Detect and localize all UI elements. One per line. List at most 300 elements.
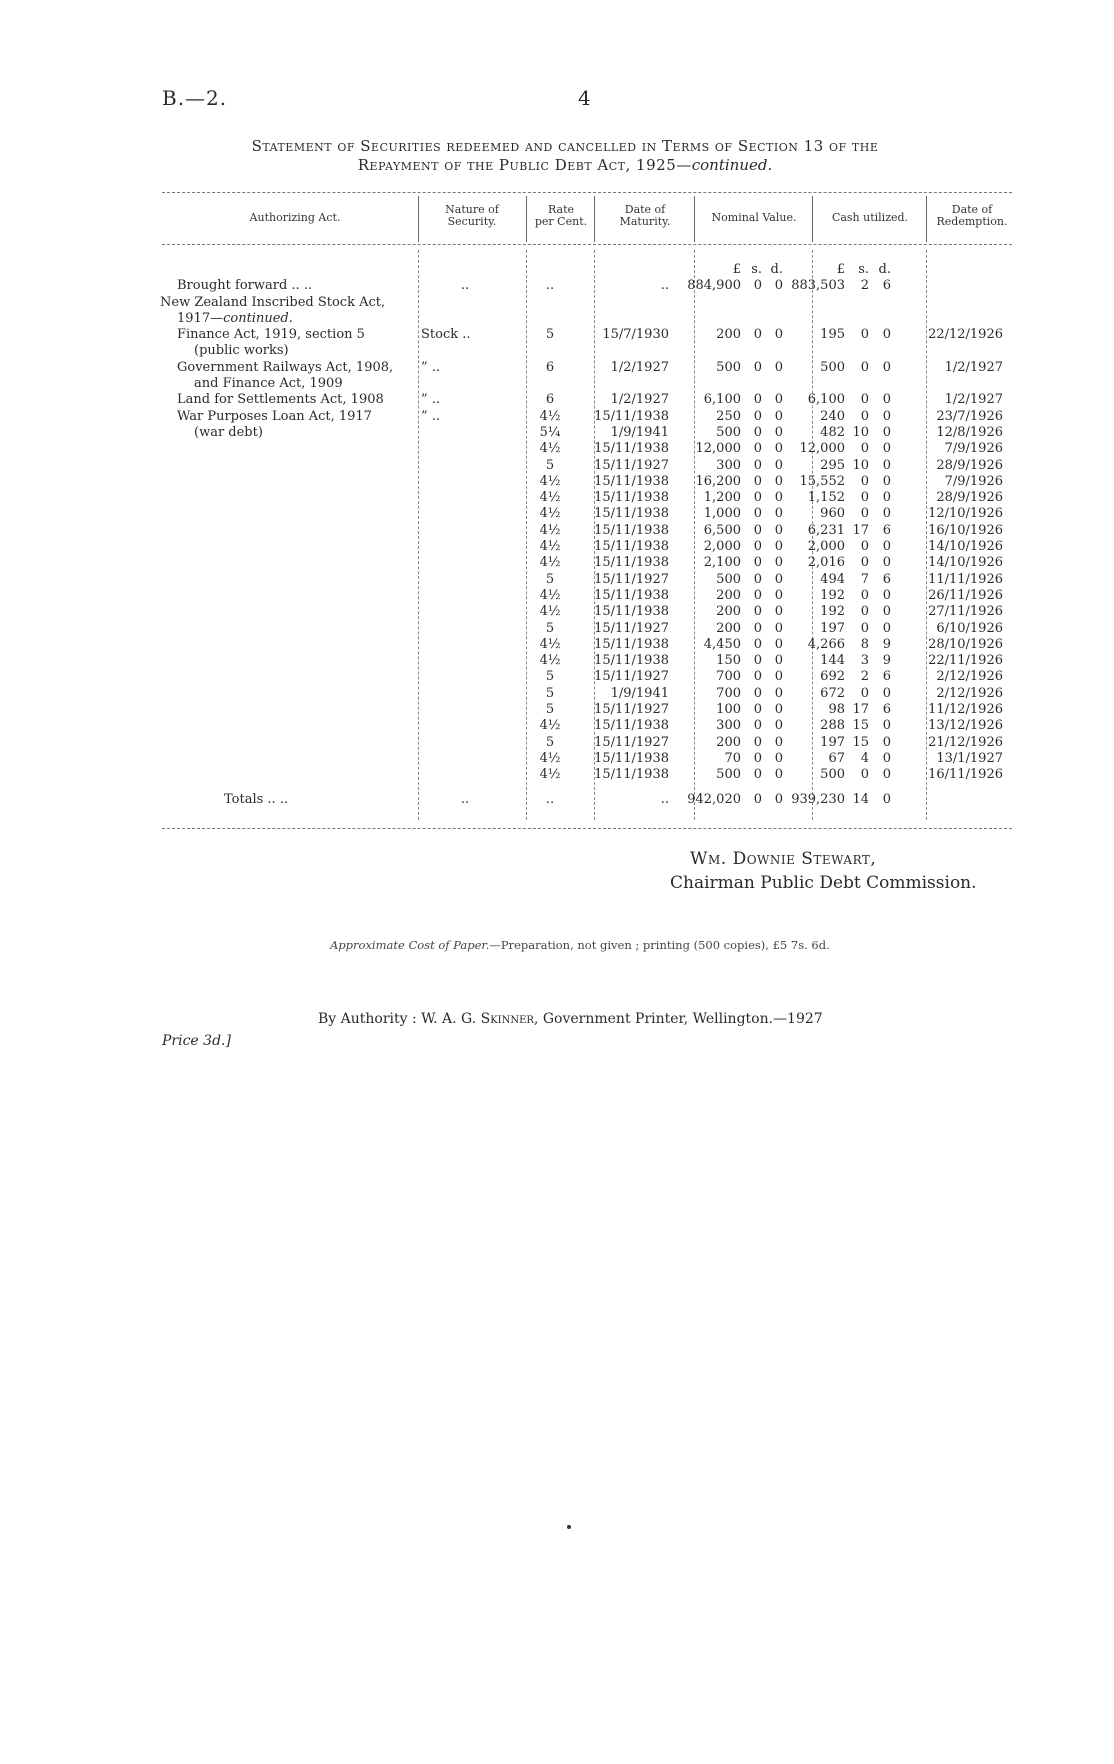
nominal-pence-cell: 0	[774, 604, 783, 620]
nominal-shillings-cell	[741, 343, 762, 359]
authorizing-act-cell	[160, 735, 415, 751]
nature-cell	[415, 621, 515, 637]
redemption-date-cell: 6/10/1926	[936, 620, 1003, 636]
nature-cell	[415, 669, 515, 685]
authorizing-act-cell	[160, 409, 415, 425]
totals-label	[160, 792, 415, 808]
table-row	[160, 735, 1015, 751]
nominal-pence-cell	[762, 343, 783, 359]
redemption-date-cell: 13/1/1927	[936, 750, 1003, 766]
rate-cell: 6	[545, 392, 555, 408]
authorizing-act-cell	[160, 343, 415, 359]
cash-shillings-cell: 0	[860, 539, 869, 555]
redemption-date-cell: 2/12/1926	[936, 669, 1003, 685]
nominal-pence-cell: 0	[774, 587, 783, 603]
authorizing-act-cell	[160, 637, 415, 653]
rate-cell: 5	[545, 327, 555, 343]
act-war-purposes-1: War Purposes Loan Act, 1917	[177, 408, 372, 424]
redemption-date-cell: 14/10/1926	[928, 539, 1003, 555]
cash-shillings-cell: 0	[860, 555, 869, 571]
nominal-shillings-cell: 0	[753, 653, 762, 669]
redemption-date-cell: 16/10/1926	[928, 522, 1003, 538]
nominal-pounds-cell: 200	[716, 620, 741, 636]
nominal-pence-cell: 0	[774, 750, 783, 766]
nominal-pounds-cell: 500	[716, 424, 741, 440]
cash-pence-cell: 6	[882, 669, 891, 685]
cash-pence-cell: 0	[882, 473, 891, 489]
cash-pence-cell: 0	[882, 734, 891, 750]
cash-shillings-cell: 17	[852, 702, 869, 718]
nominal-pounds-cell: 500	[716, 767, 741, 783]
table-row	[160, 653, 1015, 669]
nominal-shillings-cell: 0	[753, 473, 762, 489]
nominal-shillings-cell: 0	[753, 327, 762, 343]
totals-nature: ..	[460, 792, 470, 807]
redemption-date-cell: 26/11/1926	[928, 587, 1003, 603]
nominal-pence-cell: 0	[774, 522, 783, 538]
redemption-date-cell: 7/9/1926	[944, 441, 1003, 457]
cash-shillings-cell: 15	[852, 734, 869, 750]
maturity-cell: 15/11/1927	[594, 669, 669, 685]
nominal-shillings-cell: 0	[753, 718, 762, 734]
act-war-purposes-2: (war debt)	[194, 424, 263, 440]
nominal-pounds-cell: 250	[716, 408, 741, 424]
table-body	[160, 262, 1015, 784]
nominal-pounds-cell: 16,200	[695, 473, 741, 489]
cash-shillings-cell	[845, 376, 869, 392]
nominal-pounds-cell: 150	[716, 653, 741, 669]
nominal-pounds-cell: 6,500	[703, 522, 741, 538]
nominal-shillings-cell: 0	[753, 734, 762, 750]
nominal-pound-unit: £	[732, 262, 741, 277]
col-sep	[694, 196, 695, 242]
cash-pence-unit: d.	[878, 262, 891, 277]
cash-shillings-cell: 10	[852, 424, 869, 440]
cash-shilling-unit: s.	[858, 262, 869, 277]
col-head-nature-2: Security.	[447, 215, 497, 228]
nominal-pence-cell: 0	[774, 473, 783, 489]
maturity-cell: 15/11/1927	[594, 457, 669, 473]
cash-pence-cell: 0	[882, 441, 891, 457]
nominal-shillings-cell: 0	[753, 392, 762, 408]
maturity-cell: 15/11/1938	[594, 750, 669, 766]
page-number: 4	[578, 86, 591, 110]
cost-text: —Preparation, not given ; printing (500 copies), £5 7s. 6d.	[489, 938, 830, 952]
table-row	[160, 490, 1015, 506]
cash-shillings-cell: 0	[860, 327, 869, 343]
nature-cell	[415, 490, 515, 506]
col-head-redemption-1: Date of	[951, 203, 993, 216]
cash-pounds-cell: 494	[820, 571, 845, 587]
cash-pence-cell: 0	[882, 604, 891, 620]
cash-shillings-cell: 8	[860, 636, 869, 652]
cash-shillings-cell: 0	[860, 767, 869, 783]
cash-pounds-cell: 482	[820, 424, 845, 440]
price: Price 3d.]	[162, 1033, 231, 1049]
nominal-shillings-cell: 0	[753, 669, 762, 685]
nominal-pounds-cell: 500	[716, 571, 741, 587]
nominal-pounds-cell: 300	[716, 718, 741, 734]
table-row	[160, 718, 1015, 734]
nominal-shillings-cell: 0	[753, 522, 762, 538]
bf-rate: ..	[545, 278, 555, 294]
cash-pounds-cell: 67	[828, 750, 845, 766]
cash-pounds-cell: 197	[820, 734, 845, 750]
cash-pence-cell: 0	[882, 506, 891, 522]
rate-cell: 4½	[539, 718, 561, 734]
rate-cell: 4½	[539, 506, 561, 522]
nominal-shillings-cell: 0	[753, 539, 762, 555]
nominal-shillings-cell: 0	[753, 571, 762, 587]
cash-shillings-cell: 0	[860, 685, 869, 701]
maturity-cell	[585, 343, 683, 359]
rate-cell: 6	[545, 359, 555, 375]
maturity-cell: 15/11/1938	[594, 636, 669, 652]
nature-cell	[415, 523, 515, 539]
col-sep	[594, 196, 595, 242]
maturity-cell: 1/2/1927	[610, 392, 669, 408]
authorizing-act-cell	[160, 474, 415, 490]
cash-shillings-cell: 0	[860, 408, 869, 424]
col-head-rate-2: per Cent.	[534, 215, 588, 228]
cash-shillings-cell: 0	[860, 392, 869, 408]
nature-cell: Stock ..	[421, 327, 471, 343]
col-sep	[418, 196, 419, 242]
maturity-cell: 15/11/1938	[594, 718, 669, 734]
header-bottom-rule	[162, 244, 1012, 245]
totals-rate: ..	[545, 792, 555, 807]
maturity-cell: 15/11/1927	[594, 620, 669, 636]
signature-name-text: Wm. Downie Stewart,	[690, 849, 877, 869]
rate-cell: 4½	[539, 539, 561, 555]
cash-pence-cell: 0	[882, 718, 891, 734]
redemption-date-cell: 27/11/1926	[928, 604, 1003, 620]
cash-pounds-cell: 500	[820, 359, 845, 375]
authorizing-act-cell	[160, 686, 415, 702]
nominal-pence-cell: 0	[774, 636, 783, 652]
col-head-redemption	[930, 204, 1014, 228]
authority-printer: W. A. G. Skinner	[421, 1011, 534, 1027]
cash-pence-cell: 0	[882, 539, 891, 555]
cash-pence-cell: 0	[882, 685, 891, 701]
col-sep	[812, 196, 813, 242]
maturity-cell: 15/11/1938	[594, 522, 669, 538]
rate-cell	[515, 376, 585, 392]
table-row	[160, 555, 1015, 571]
nature-cell	[415, 376, 515, 392]
authorizing-act-cell	[160, 490, 415, 506]
cash-pounds-cell: 144	[820, 653, 845, 669]
cash-pounds-cell: 6,231	[807, 522, 845, 538]
nominal-pounds-cell: 200	[716, 327, 741, 343]
nominal-pence-cell: 0	[774, 571, 783, 587]
rate-cell: 4½	[539, 750, 561, 766]
table-row	[160, 539, 1015, 555]
cash-pence-cell: 0	[882, 767, 891, 783]
nominal-shillings-cell: 0	[753, 702, 762, 718]
cash-pence-cell: 0	[882, 490, 891, 506]
authorizing-act-cell	[160, 702, 415, 718]
nature-cell	[415, 474, 515, 490]
table-row	[160, 604, 1015, 620]
nominal-pounds-cell: 1,200	[703, 490, 741, 506]
col-sep	[926, 196, 927, 242]
nominal-pence-cell: 0	[774, 457, 783, 473]
cash-pence-cell: 6	[882, 702, 891, 718]
nature-cell	[415, 588, 515, 604]
nature-cell	[415, 572, 515, 588]
brought-forward-row	[160, 278, 1015, 294]
rate-cell: 4½	[539, 555, 561, 571]
cash-shillings-cell: 4	[860, 750, 869, 766]
maturity-cell: 1/9/1941	[610, 685, 669, 701]
cash-shillings-cell: 0	[860, 604, 869, 620]
maturity-cell: 15/11/1927	[594, 702, 669, 718]
act-land-settlements: Land for Settlements Act, 1908	[177, 392, 384, 408]
cash-pence-cell: 9	[882, 653, 891, 669]
authorizing-act-cell	[160, 458, 415, 474]
cash-pence-cell: 0	[882, 424, 891, 440]
totals-nominal-pounds: 942,020	[687, 792, 741, 807]
authorizing-act-cell	[160, 718, 415, 734]
nature-cell	[415, 637, 515, 653]
nominal-pence-cell: 0	[774, 702, 783, 718]
maturity-cell: 15/11/1938	[594, 767, 669, 783]
nominal-shillings-cell: 0	[753, 636, 762, 652]
redemption-date-cell: 1/2/1927	[944, 359, 1003, 375]
table-row	[160, 474, 1015, 490]
nature-cell	[415, 702, 515, 718]
brought-forward-label	[160, 278, 415, 294]
rate-cell: 4½	[539, 490, 561, 506]
nominal-pounds-cell: 70	[724, 750, 741, 766]
nominal-pence-cell: 0	[774, 424, 783, 440]
nominal-pence-cell: 0	[774, 490, 783, 506]
nominal-pence-cell: 0	[774, 506, 783, 522]
nominal-shillings-cell: 0	[753, 441, 762, 457]
nominal-pence-cell: 0	[774, 327, 783, 343]
nominal-pence-cell: 0	[774, 734, 783, 750]
totals-nominal-shillings: 0	[753, 792, 762, 807]
nominal-pence-unit: d.	[770, 262, 783, 277]
act-heading-row	[160, 311, 1015, 327]
totals-maturity: ..	[660, 792, 669, 807]
nominal-shillings-cell: 0	[753, 587, 762, 603]
authorizing-act-cell	[160, 653, 415, 669]
cash-pounds-cell: 98	[828, 702, 845, 718]
nominal-shillings-cell	[741, 376, 762, 392]
nominal-pounds-cell	[683, 376, 741, 392]
authorizing-act-cell	[160, 572, 415, 588]
redemption-date-cell: 28/9/1926	[936, 490, 1003, 506]
nominal-pence-cell: 0	[774, 408, 783, 424]
nominal-pounds-cell: 200	[716, 587, 741, 603]
rate-cell: 4½	[539, 767, 561, 783]
nominal-pence-cell: 0	[774, 653, 783, 669]
bf-cash-shillings: 2	[860, 278, 869, 294]
cash-pounds-cell: 2,016	[807, 555, 845, 571]
col-head-nature	[422, 204, 522, 228]
table-row	[160, 343, 1015, 359]
authorizing-act-cell	[160, 392, 415, 408]
nominal-pence-cell: 0	[774, 539, 783, 555]
authorizing-act-cell	[160, 539, 415, 555]
cash-pence-cell: 0	[882, 457, 891, 473]
nominal-pence-cell: 0	[774, 441, 783, 457]
act-heading-row	[160, 295, 1015, 311]
col-head-cash: Cash utilized.	[831, 211, 909, 224]
rate-cell: 4½	[539, 408, 561, 424]
bf-nature: ..	[460, 278, 470, 294]
cash-shillings-cell: 17	[852, 522, 869, 538]
maturity-cell: 15/11/1938	[594, 587, 669, 603]
nominal-pence-cell: 0	[774, 669, 783, 685]
rate-cell: 4½	[539, 636, 561, 652]
cash-pence-cell: 0	[882, 327, 891, 343]
bf-maturity: ..	[660, 278, 669, 294]
maturity-cell: 15/11/1938	[594, 441, 669, 457]
nature-cell	[415, 458, 515, 474]
redemption-date-cell: 23/7/1926	[936, 408, 1003, 424]
cash-pounds-cell: 288	[820, 718, 845, 734]
cost-of-paper	[330, 938, 830, 952]
nature-cell	[415, 767, 515, 783]
rate-cell: 5	[545, 685, 555, 701]
nominal-pounds-cell: 700	[716, 669, 741, 685]
bf-cash-pounds: 883,503	[791, 278, 845, 294]
bf-nominal-pence: 0	[774, 278, 783, 294]
statement-title	[150, 137, 980, 175]
nominal-shillings-cell: 0	[753, 685, 762, 701]
nominal-pounds-cell: 2,100	[703, 555, 741, 571]
rate-cell: 4½	[539, 604, 561, 620]
cash-shillings-cell: 0	[860, 359, 869, 375]
nature-cell	[415, 686, 515, 702]
cash-pence-cell	[869, 343, 891, 359]
cash-shillings-cell: 0	[860, 490, 869, 506]
cash-pence-cell: 0	[882, 392, 891, 408]
table-row	[160, 637, 1015, 653]
rate-cell: 5	[545, 620, 555, 636]
col-head-act: Authorizing Act.	[249, 211, 341, 224]
act-nz-inscribed-1: New Zealand Inscribed Stock Act,	[160, 294, 386, 310]
table-row	[160, 751, 1015, 767]
cash-pounds-cell: 192	[820, 604, 845, 620]
authorizing-act-cell	[160, 751, 415, 767]
redemption-date-cell: 2/12/1926	[936, 685, 1003, 701]
authorizing-act-cell	[160, 523, 415, 539]
redemption-date-cell	[891, 376, 1015, 392]
col-head-maturity-1: Date of	[624, 203, 666, 216]
authorizing-act-cell	[160, 588, 415, 604]
nature-cell	[415, 751, 515, 767]
cash-shillings-cell	[845, 343, 869, 359]
nature-cell	[415, 653, 515, 669]
cash-pence-cell: 0	[882, 359, 891, 375]
units-row	[160, 262, 1015, 278]
cost-label: Approximate Cost of Paper.	[330, 938, 490, 952]
nature-cell	[415, 604, 515, 620]
rate-cell: 4½	[539, 587, 561, 603]
nature-cell	[415, 425, 515, 441]
maturity-cell: 15/11/1938	[594, 473, 669, 489]
table-row	[160, 621, 1015, 637]
nominal-shillings-cell: 0	[753, 750, 762, 766]
maturity-cell: 15/11/1938	[594, 539, 669, 555]
table-row	[160, 392, 1015, 408]
nominal-pounds-cell: 700	[716, 685, 741, 701]
maturity-cell: 15/11/1938	[594, 555, 669, 571]
nature-cell: ” ..	[421, 408, 441, 424]
nature-cell: ” ..	[421, 359, 441, 375]
cash-pence-cell: 9	[882, 636, 891, 652]
maturity-cell: 15/11/1927	[594, 571, 669, 587]
cash-pounds-cell: 500	[820, 767, 845, 783]
cash-pounds-cell: 672	[820, 685, 845, 701]
nominal-pounds-cell: 6,100	[703, 392, 741, 408]
nominal-shilling-unit: s.	[751, 262, 762, 277]
totals-text: Totals .. ..	[224, 792, 289, 807]
cash-pounds-cell: 240	[820, 408, 845, 424]
table-row	[160, 702, 1015, 718]
cash-pounds-cell: 4,266	[807, 636, 845, 652]
nature-cell	[415, 539, 515, 555]
signature-name	[690, 848, 876, 871]
nominal-pounds-cell: 12,000	[695, 441, 741, 457]
act-railways-2: and Finance Act, 1909	[194, 376, 343, 392]
maturity-cell: 15/11/1938	[594, 506, 669, 522]
authorizing-act-cell	[160, 621, 415, 637]
table-row	[160, 376, 1015, 392]
cash-shillings-cell: 0	[860, 620, 869, 636]
nature-cell	[415, 506, 515, 522]
nature-cell: ” ..	[421, 392, 441, 408]
nominal-shillings-cell: 0	[753, 408, 762, 424]
cash-pence-cell: 0	[882, 555, 891, 571]
maturity-cell: 1/2/1927	[610, 359, 669, 375]
cash-pounds-cell: 960	[820, 506, 845, 522]
maturity-cell: 15/7/1930	[602, 327, 669, 343]
signature-role: Chairman Public Debt Commission.	[670, 873, 977, 893]
act-nz-year: 1917—	[177, 310, 224, 326]
cash-pounds-cell: 692	[820, 669, 845, 685]
maturity-cell: 15/11/1927	[594, 734, 669, 750]
nominal-pence-cell: 0	[774, 718, 783, 734]
bf-nominal-shillings: 0	[753, 278, 762, 294]
act-nz-inscribed-2	[160, 311, 415, 327]
title-continued: continued.	[691, 156, 773, 174]
cash-pence-cell: 0	[882, 750, 891, 766]
nominal-pence-cell: 0	[774, 685, 783, 701]
redemption-date-cell: 11/12/1926	[928, 702, 1003, 718]
cash-pence-cell: 0	[882, 587, 891, 603]
securities-table	[160, 262, 1015, 784]
nominal-pounds-cell: 300	[716, 457, 741, 473]
authorizing-act-cell	[160, 425, 415, 441]
cash-shillings-cell: 0	[860, 587, 869, 603]
nominal-shillings-cell: 0	[753, 457, 762, 473]
nominal-shillings-cell: 0	[753, 604, 762, 620]
nominal-pounds-cell: 100	[716, 702, 741, 718]
col-head-nominal: Nominal Value.	[711, 211, 797, 224]
act-railways-1: Government Railways Act, 1908,	[177, 359, 394, 375]
nominal-shillings-cell: 0	[753, 620, 762, 636]
nominal-pence-cell	[762, 376, 783, 392]
rate-cell: 5	[545, 571, 555, 587]
cash-pounds-cell: 197	[820, 620, 845, 636]
cash-shillings-cell: 15	[852, 718, 869, 734]
cash-pounds-cell: 295	[820, 457, 845, 473]
